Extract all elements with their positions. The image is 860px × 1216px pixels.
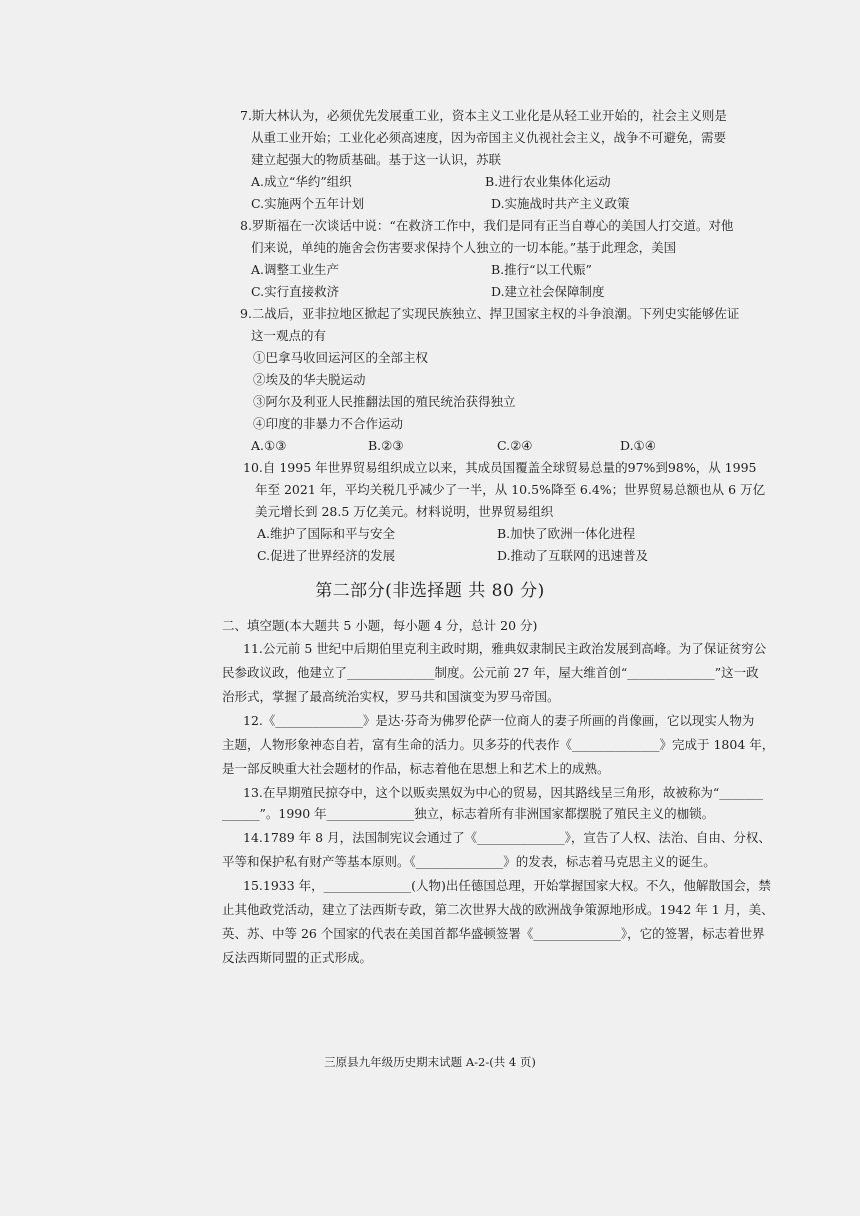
q7-stem-line-2: 从重工业开始；工业化必须高速度，因为帝国主义仇视社会主义，战争不可避免，需要 [251,130,727,145]
q8-option-b: B.推行“以工代赈” [491,262,592,277]
q7-option-d: D.实施战时共产主义政策 [491,196,630,211]
q12-line-1: 12.《______________》是达·芬奇为佛罗伦萨一位商人的妻子所画的肖像画，它以现实人物为 [243,713,755,728]
q8-option-d: D.建立社会保障制度 [491,284,605,299]
q9-option-b: B.②③ [368,438,404,453]
q8-option-c: C.实行直接救济 [251,284,340,299]
q11-line-2: 民参政议政，他建立了______________制度。公元前 27 年，屋大维首创“______________”这一政 [222,665,759,680]
q9-statement-4: ④印度的非暴力不合作运动 [253,416,404,431]
q10-option-a: A.维护了国际和平与安全 [257,526,396,541]
page-footer: 三原县九年级历史期末试题 A-2-(共 4 页) [324,1055,536,1069]
q9-statement-2: ②埃及的华夫脱运动 [253,372,366,387]
q13-line-1: 13.在早期殖民掠夺中，这个以贩卖黑奴为中心的贸易，因其路线呈三角形，故被称为“_______ [243,785,764,800]
q15-line-1: 15.1933 年，______________(人物)出任德国总理，开始掌握国家大权。不久，他解散国会，禁 [243,878,771,893]
q10-option-d: D.推动了互联网的迅速普及 [497,548,649,563]
q15-line-4: 反法西斯同盟的正式形成。 [222,950,373,965]
q9-stem-line-2: 这一观点的有 [251,328,327,343]
section-2-header: 二、填空题(本大题共 5 小题，每小题 4 分，总计 20 分) [222,618,538,633]
q10-stem-line-1: 10.自 1995 年世界贸易组织成立以来，其成员国覆盖全球贸易总量的97%到98%，从 1995 [243,460,757,475]
q8-stem-line-1: 8.罗斯福在一次谈话中说：“在救济工作中，我们是同有正当自尊心的美国人打交道。对他 [240,218,734,233]
q9-statement-3: ③阿尔及利亚人民推翻法国的殖民统治获得独立 [253,394,516,409]
q14-line-2: 平等和保护私有财产等基本原则。《______________》的发表，标志着马克思主义的诞生。 [222,854,716,869]
q13-line-2: ______”。1990 年______________独立，标志着所有非洲国家都摆脱了殖民主义的枷锁。 [222,806,715,821]
q10-stem-line-2: 年至 2021 年，平均关税几乎减少了一半，从 10.5%降至 6.4%；世界贸易总额也从 6 万亿 [255,482,766,497]
q7-option-a: A.成立“华约”组织 [251,174,352,189]
q8-option-a: A.调整工业生产 [251,262,340,277]
q7-stem-line-3: 建立起强大的物质基础。基于这一认识，苏联 [251,152,502,167]
q14-line-1: 14.1789 年 8 月，法国制宪议会通过了《______________》，宣告了人权、法治、自由、分权、 [243,830,771,845]
q9-option-a: A.①③ [251,438,287,453]
q12-line-2: 主题，人物形象神态自若，富有生命的活力。贝多芬的代表作《______________》完成于 1804 年， [222,737,775,752]
q10-option-b: B.加快了欧洲一体化进程 [497,526,636,541]
q7-option-b: B.进行农业集体化运动 [485,174,611,189]
q9-option-d: D.①④ [620,438,656,453]
q11-line-3: 治形式，掌握了最高统治实权，罗马共和国演变为罗马帝国。 [222,689,560,704]
q11-line-1: 11.公元前 5 世纪中后期伯里克利主政时期，雅典奴隶制民主政治发展到高峰。为了保证贫穷公 [243,641,767,656]
q7-stem-line-1: 7.斯大林认为，必须优先发展重工业，资本主义工业化是从轻工业开始的，社会主义则是 [240,108,727,123]
q10-stem-line-3: 美元增长到 28.5 万亿美元。材料说明，世界贸易组织 [255,504,554,519]
part-two-title: 第二部分(非选择题 共 80 分) [315,581,545,601]
q8-stem-line-2: 们来说，单纯的施舍会伤害要求保持个人独立的一切本能。”基于此理念，美国 [251,240,677,255]
q15-line-3: 英、苏、中等 26 个国家的代表在美国首都华盛顿签署《______________》，它的签署，标志着世界 [222,926,765,941]
q9-statement-1: ①巴拿马收回运河区的全部主权 [253,350,429,365]
q15-line-2: 止其他政党活动，建立了法西斯专政，第二次世界大战的欧洲战争策源地形成。1942 年 1 月，美、 [222,902,774,917]
q9-option-c: C.②④ [497,438,533,453]
q10-option-c: C.促进了世界经济的发展 [257,548,396,563]
q9-stem-line-1: 9.二战后，亚非拉地区掀起了实现民族独立、捍卫国家主权的斗争浪潮。下列史实能够佐证 [240,306,740,321]
q7-option-c: C.实施两个五年计划 [251,196,365,211]
q12-line-3: 是一部反映重大社会题材的作品，标志着他在思想上和艺术上的成熟。 [222,761,610,776]
